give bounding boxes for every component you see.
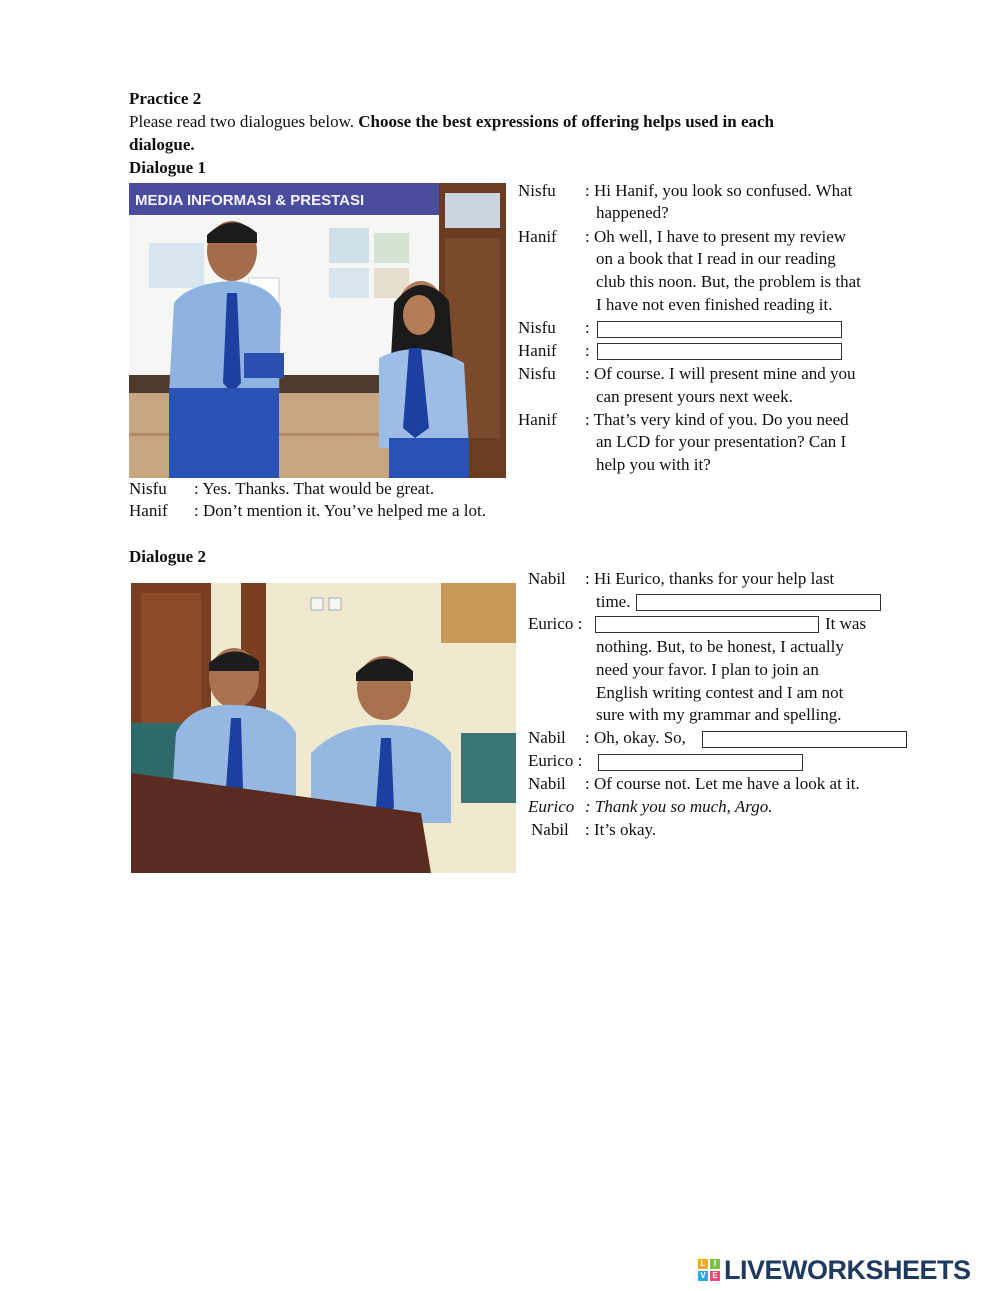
instruction-plain: Please read two dialogues below. bbox=[129, 112, 359, 131]
d1-line-2a: : Oh well, I have to present my review bbox=[585, 227, 847, 246]
d2-line-3: : Oh, okay. So, bbox=[585, 728, 686, 747]
d2-answer-blank-3[interactable] bbox=[702, 731, 907, 748]
d2-line-2b: nothing. But, to be honest, I actually bbox=[596, 637, 844, 656]
d2-speaker-5: Nabil bbox=[528, 774, 566, 793]
d1-answer-blank-1[interactable] bbox=[597, 321, 842, 338]
dialogue1-photo bbox=[129, 183, 506, 478]
d2-line-7: : It’s okay. bbox=[585, 820, 657, 839]
d1-line-7: : Yes. Thanks. That would be great. bbox=[194, 479, 435, 498]
d2-line-6: : Thank you so much, Argo. bbox=[585, 797, 773, 816]
d1-line-2b: on a book that I read in our reading bbox=[596, 249, 836, 268]
d1-speaker-7: Nisfu bbox=[129, 479, 167, 498]
d2-speaker-3: Nabil bbox=[528, 728, 566, 747]
logo-text: LIVEWORKSHEETS bbox=[724, 1254, 971, 1285]
d1-speaker-8: Hanif bbox=[129, 501, 168, 520]
d1-line-1b: happened? bbox=[596, 203, 669, 222]
logo-letter-e: E bbox=[710, 1271, 720, 1281]
d1-speaker-5: Nisfu bbox=[518, 364, 556, 383]
d1-answer-blank-2[interactable] bbox=[597, 343, 842, 360]
logo-letter-v: V bbox=[698, 1271, 708, 1281]
d1-line-6c: help you with it? bbox=[596, 455, 711, 474]
d2-answer-blank-4[interactable] bbox=[598, 754, 803, 771]
d1-speaker-6: Hanif bbox=[518, 410, 557, 429]
d1-colon-3: : bbox=[585, 318, 590, 337]
d1-line-6b: an LCD for your presentation? Can I bbox=[596, 432, 847, 451]
d2-speaker-6: Eurico bbox=[528, 797, 575, 816]
d1-speaker-2: Hanif bbox=[518, 227, 557, 246]
dialogue1-photo-illustration bbox=[129, 183, 506, 478]
d2-line-2e: sure with my grammar and spelling. bbox=[596, 705, 842, 724]
dialogue2-photo bbox=[131, 583, 516, 873]
d2-line-1a: : Hi Eurico, thanks for your help last bbox=[585, 569, 835, 588]
dialogue1-heading: Dialogue 1 bbox=[129, 158, 206, 177]
d2-line-2d: English writing contest and I am not bbox=[596, 683, 844, 702]
logo-letter-i: I bbox=[710, 1259, 720, 1269]
logo-letter-l: L bbox=[698, 1259, 708, 1269]
d2-speaker-4: Eurico : bbox=[528, 751, 583, 770]
liveworksheets-logo bbox=[698, 1255, 971, 1285]
d1-line-1a: : Hi Hanif, you look so confused. What bbox=[585, 181, 853, 200]
d2-speaker-1: Nabil bbox=[528, 569, 566, 588]
d2-line-5: : Of course not. Let me have a look at it. bbox=[585, 774, 860, 793]
d2-line-2a: It was bbox=[825, 614, 867, 633]
d1-line-8: : Don’t mention it. You’ve helped me a lot. bbox=[194, 501, 486, 520]
d1-speaker-1: Nisfu bbox=[518, 181, 556, 200]
d1-line-5b: can present yours next week. bbox=[596, 387, 793, 406]
d1-line-6a: : That’s very kind of you. Do you need bbox=[585, 410, 849, 429]
d1-line-2c: club this noon. But, the problem is that bbox=[596, 272, 861, 291]
d2-answer-blank-2[interactable] bbox=[595, 616, 819, 633]
d2-speaker-2: Eurico : bbox=[528, 614, 583, 633]
instruction-bold: Choose the best expressions of offering helps used in each bbox=[358, 112, 775, 131]
instruction-bold-continued: dialogue. bbox=[129, 135, 195, 154]
d1-line-2d: I have not even finished reading it. bbox=[596, 295, 833, 314]
d1-colon-4: : bbox=[585, 341, 590, 360]
d2-line-2c: need your favor. I plan to join an bbox=[596, 660, 819, 679]
logo-mark-icon bbox=[698, 1259, 720, 1281]
photo-sign-text: MEDIA INFORMASI & PRESTASI bbox=[135, 192, 365, 209]
d1-line-5a: : Of course. I will present mine and you bbox=[585, 364, 856, 383]
d2-answer-blank-1[interactable] bbox=[636, 594, 881, 611]
dialogue2-photo-illustration bbox=[131, 583, 516, 873]
practice-title: Practice 2 bbox=[129, 89, 202, 108]
d2-line-1b: time. bbox=[596, 592, 631, 611]
instruction bbox=[129, 112, 774, 132]
dialogue2-heading: Dialogue 2 bbox=[129, 547, 206, 566]
d2-speaker-7: Nabil bbox=[531, 820, 569, 839]
d1-speaker-4: Hanif bbox=[518, 341, 557, 360]
d1-speaker-3: Nisfu bbox=[518, 318, 556, 337]
